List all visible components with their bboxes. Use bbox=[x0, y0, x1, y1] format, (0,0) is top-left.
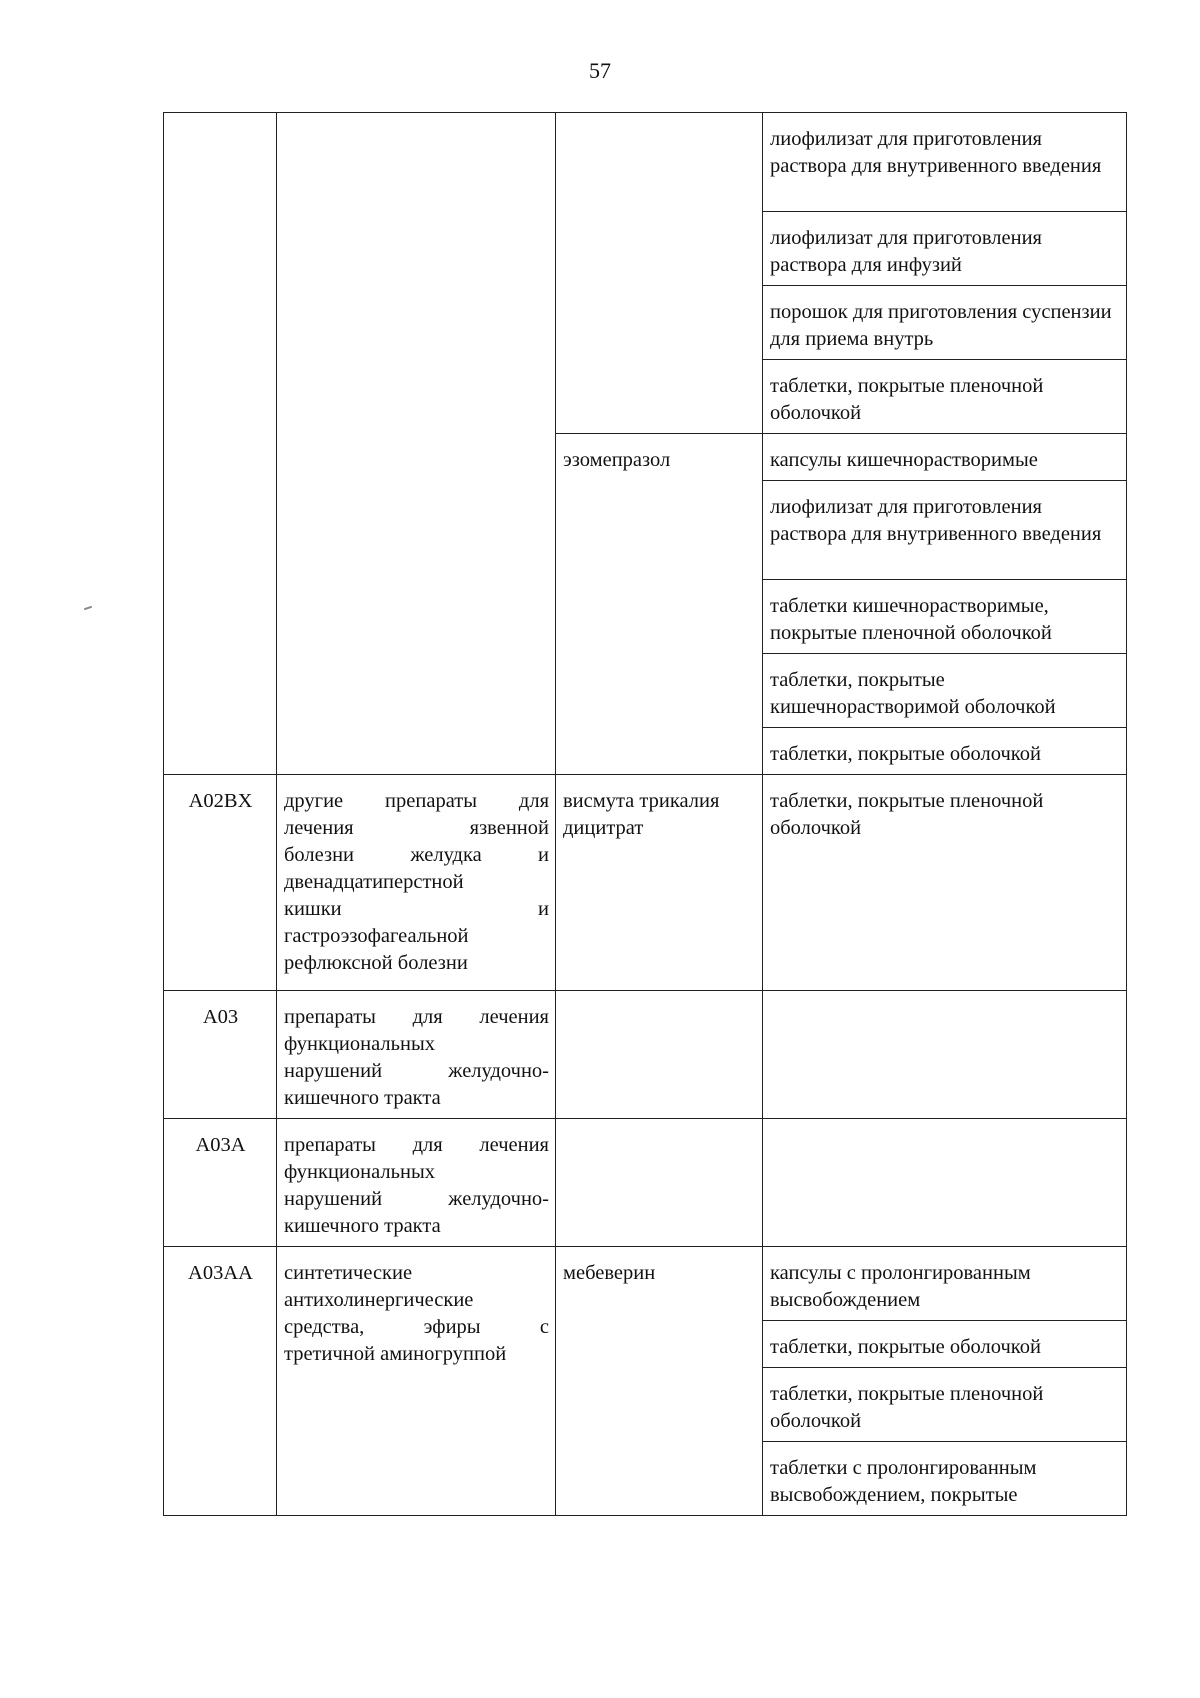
code-cell: A03A bbox=[164, 1119, 277, 1247]
form-cell bbox=[763, 991, 1127, 1119]
group-line: кишки и bbox=[284, 898, 549, 920]
group-line: болезни желудка и bbox=[284, 844, 549, 866]
group-line: нарушений желудочно- bbox=[284, 1188, 549, 1210]
inn-cell: мебеверин bbox=[556, 1247, 763, 1516]
group-line: нарушений желудочно- bbox=[284, 1060, 549, 1082]
group-cell bbox=[277, 775, 556, 991]
inn-cell: эзомепразол bbox=[556, 434, 763, 775]
group-line: синтетические bbox=[284, 1262, 413, 1284]
group-line: функциональных bbox=[284, 1161, 435, 1183]
code-cell: A03 bbox=[164, 991, 277, 1119]
group-line: функциональных bbox=[284, 1033, 435, 1055]
inn-cell bbox=[556, 775, 763, 991]
form-cell: таблетки, покрытые оболочкой bbox=[763, 728, 1127, 775]
inn-line: дицитрат bbox=[563, 817, 644, 839]
form-cell: капсулы кишечнорастворимые bbox=[763, 434, 1127, 481]
group-line: лечения язвенной bbox=[284, 817, 549, 839]
group-line: средства, эфиры с bbox=[284, 1316, 549, 1338]
form-cell: таблетки, покрытые оболочкой bbox=[763, 1321, 1127, 1368]
group-cell bbox=[277, 1119, 556, 1247]
scan-mark bbox=[84, 606, 92, 611]
inn-line: висмута трикалия bbox=[563, 790, 720, 812]
form-cell: таблетки, покрытые пленочной оболочкой bbox=[763, 360, 1127, 434]
table-row bbox=[164, 991, 1127, 1119]
table-row bbox=[164, 113, 1127, 212]
group-cell bbox=[277, 1247, 556, 1516]
inn-cell bbox=[556, 113, 763, 434]
form-cell: таблетки с пролонгированным высвобождением, покрытые bbox=[763, 1442, 1127, 1516]
group-line: препараты для лечения bbox=[284, 1006, 549, 1028]
table-row bbox=[164, 1247, 1127, 1321]
group-line: кишечного тракта bbox=[284, 1215, 441, 1237]
group-line: гастроэзофагеальной bbox=[284, 925, 469, 947]
drug-table bbox=[163, 112, 1127, 1516]
group-line: рефлюксной болезни bbox=[284, 952, 468, 974]
form-cell: таблетки кишечнорастворимые, покрытые пленочной оболочкой bbox=[763, 580, 1127, 654]
form-cell: капсулы с пролонгированным высвобождением bbox=[763, 1247, 1127, 1321]
form-cell: лиофилизат для приготовления раствора для внутривенного введения bbox=[763, 113, 1127, 212]
form-cell: таблетки, покрытые пленочной оболочкой bbox=[763, 1368, 1127, 1442]
group-cell bbox=[277, 991, 556, 1119]
form-cell: таблетки, покрытые кишечнорастворимой оболочкой bbox=[763, 654, 1127, 728]
form-cell: лиофилизат для приготовления раствора для инфузий bbox=[763, 212, 1127, 286]
form-cell: порошок для приготовления суспензии для приема внутрь bbox=[763, 286, 1127, 360]
form-cell: лиофилизат для приготовления раствора для внутривенного введения bbox=[763, 481, 1127, 580]
group-cell bbox=[277, 113, 556, 775]
form-cell bbox=[763, 1119, 1127, 1247]
group-line: третичной аминогруппой bbox=[284, 1343, 507, 1365]
table-row bbox=[164, 1119, 1127, 1247]
page-number: 57 bbox=[589, 58, 611, 83]
group-line: другие препараты для bbox=[284, 790, 549, 812]
group-line: препараты для лечения bbox=[284, 1134, 549, 1156]
code-cell: A02BX bbox=[164, 775, 277, 991]
code-cell: A03AA bbox=[164, 1247, 277, 1516]
group-line: антихолинергические bbox=[284, 1289, 474, 1311]
group-line: двенадцатиперстной bbox=[284, 871, 464, 893]
form-cell: таблетки, покрытые пленочной оболочкой bbox=[763, 775, 1127, 991]
table-row bbox=[164, 775, 1127, 991]
code-cell bbox=[164, 113, 277, 775]
inn-cell bbox=[556, 1119, 763, 1247]
group-line: кишечного тракта bbox=[284, 1087, 441, 1109]
inn-cell bbox=[556, 991, 763, 1119]
